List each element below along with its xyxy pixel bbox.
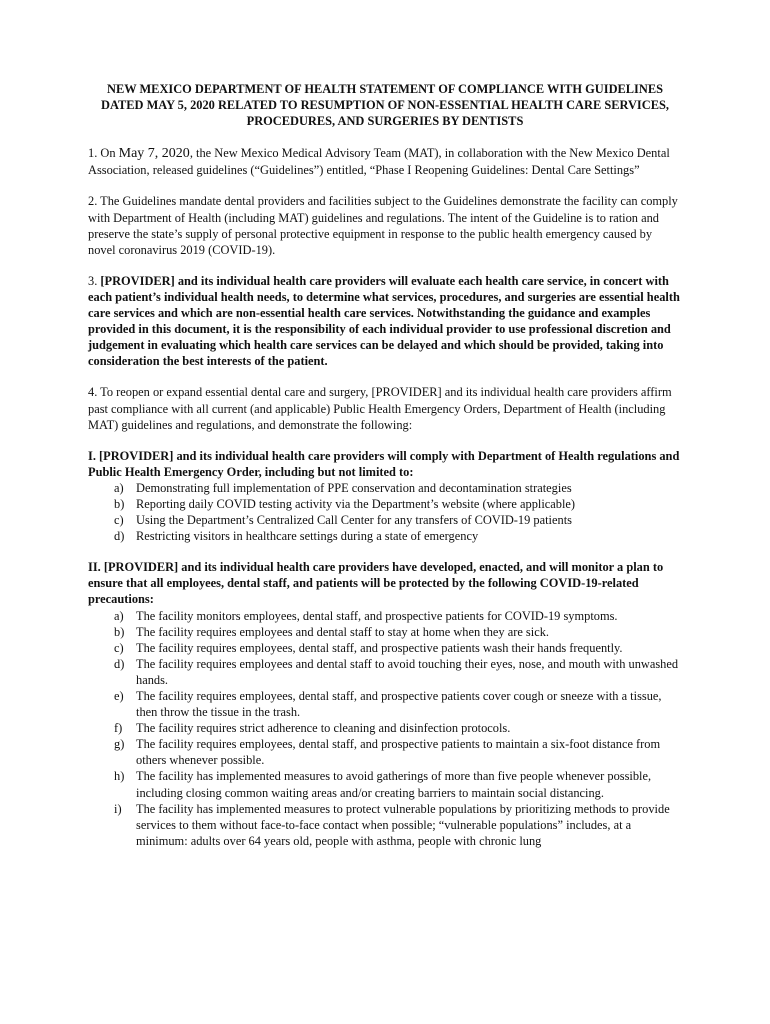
list-item	[88, 656, 682, 688]
list-item-text: The facility requires employees, dental staff, and prospective patients cover cough or sneeze with a tissue, then throw the tissue in the trash.	[136, 689, 662, 720]
list-item-text: The facility has implemented measures to avoid gatherings of more than five people whenever possible, including closing common waiting areas and/or creating barriers to maintain social distancing.	[136, 769, 652, 800]
paragraph-1-text: , the New Mexico Medical Advisory Team (MAT), in collaboration with the New Mexico Dental Association, released guidelines (“Guidelines”) entitled, “Phase I Reopening Guidelines: Dental Care Settings”	[88, 146, 670, 178]
list-item	[88, 768, 682, 800]
list-item-marker: b)	[114, 624, 125, 639]
list-item	[88, 688, 682, 720]
list-item-marker: d)	[114, 529, 125, 544]
section-2-list	[88, 608, 682, 849]
list-item-text: The facility requires strict adherence to cleaning and disinfection protocols.	[136, 721, 511, 736]
list-item	[88, 528, 682, 544]
list-item-marker: e)	[114, 689, 124, 703]
document-page	[88, 81, 682, 864]
paragraph-3	[88, 273, 682, 370]
list-item	[88, 801, 682, 849]
paragraph-1-prefix: 1. On	[88, 146, 119, 161]
list-item	[88, 640, 682, 656]
paragraph-1-date: May 7, 2020	[118, 146, 190, 162]
paragraph-4: 4. To reopen or expand essential dental care and surgery, [PROVIDER] and its individual health care providers affirm past compliance with all current (and applicable) Public Health Emergency Orders, Department of Health (including MAT) guidelines and regulations, and demonstrate the following:	[88, 385, 672, 432]
list-item-marker: h)	[114, 769, 125, 784]
section-1-list	[88, 480, 682, 544]
list-item-text: The facility requires employees, dental staff, and prospective patients wash their hands frequently.	[136, 640, 623, 655]
paragraph-1	[88, 145, 682, 178]
list-item-marker: f)	[114, 721, 123, 736]
list-item-text: Demonstrating full implementation of PPE conservation and decontamination strategies	[136, 480, 572, 495]
paragraph-3-prefix: 3.	[88, 273, 101, 288]
list-item-marker: g)	[114, 737, 125, 752]
list-item-marker: c)	[114, 640, 124, 655]
list-item	[88, 720, 682, 736]
list-item	[88, 624, 682, 640]
document-title: NEW MEXICO DEPARTMENT OF HEALTH STATEMENT OF COMPLIANCE WITH GUIDELINES DATED MAY 5, 2020 RELATED TO RESUMPTION OF NON-ESSENTIAL HEALTH CARE SERVICES, PROCEDURES, AND SURGERIES BY DENTISTS	[101, 82, 669, 129]
paragraph-2: 2. The Guidelines mandate dental providers and facilities subject to the Guidelines demonstrate the facility can comply with Department of Health (including MAT) guidelines and regulations. The intent of the Guideline is to ration and preserve the state’s supply of personal protective equipment in response to the public health emergency caused by novel coronavirus 2019 (COVID-19).	[88, 194, 678, 257]
list-item-marker: b)	[114, 496, 125, 511]
paragraph-3-text: [PROVIDER] and its individual health care providers will evaluate each health care service, in concert with each patient’s individual health needs, to determine what services, procedures, and surgeries are essential health care services and which are non-essential health care services. Notwithstanding the guidance and examples provided in this document, it is the responsibility of each individual provider to use professional discretion and judgement in evaluating which health care services can be delayed and which should be provided, taking into consideration the best interests of the patient.	[88, 273, 680, 369]
list-item-text: The facility requires employees and dental staff to avoid touching their eyes, nose, and mouth with unwashed hands.	[136, 656, 679, 687]
list-item-marker: i)	[114, 801, 122, 816]
list-item-marker: d)	[114, 656, 125, 671]
section-2-heading: II. [PROVIDER] and its individual health care providers have developed, enacted, and will monitor a plan to ensure that all employees, dental staff, and patients will be protected by the following COVID-19-related precautions:	[88, 560, 664, 607]
list-item-text: Reporting daily COVID testing activity via the Department’s website (where applicable)	[136, 496, 576, 511]
list-item	[88, 496, 682, 512]
list-item-text: Using the Department’s Centralized Call Center for any transfers of COVID-19 patients	[136, 513, 572, 528]
section-1-heading: I. [PROVIDER] and its individual health care providers will comply with Department of Health regulations and Public Health Emergency Order, including but not limited to:	[88, 448, 680, 479]
list-item-text: Restricting visitors in healthcare settings during a state of emergency	[136, 529, 479, 544]
list-item	[88, 512, 682, 528]
list-item	[88, 480, 682, 496]
list-item	[88, 608, 682, 624]
list-item-marker: c)	[114, 513, 124, 528]
list-item-marker: a)	[114, 608, 124, 623]
list-item-marker: a)	[114, 480, 124, 495]
list-item-text: The facility has implemented measures to protect vulnerable populations by prioritizing methods to provide services to them without face-to-face contact when possible; “vulnerable populations” includes, at a minimum: adults over 64 years old, people with asthma, people with chronic lung	[136, 801, 670, 848]
list-item-text: The facility requires employees, dental staff, and prospective patients to maintain a six-foot distance from others whenever possible.	[136, 737, 661, 768]
list-item	[88, 736, 682, 768]
list-item-text: The facility monitors employees, dental staff, and prospective patients for COVID-19 symptoms.	[136, 608, 618, 623]
list-item-text: The facility requires employees and dental staff to stay at home when they are sick.	[136, 624, 549, 639]
